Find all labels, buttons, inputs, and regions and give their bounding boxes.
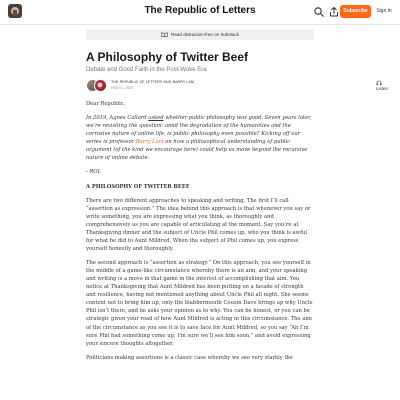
intro-text: whether public philosophy was good. Seven years later, we’re revisiting the question: amid the degradation of the humanities and the corrosive nature of online life, is public philosophy even possible? Kicking off our series is professor	[86, 115, 312, 146]
post-date: FEB 01, 2025	[111, 86, 133, 90]
subscribe-button[interactable]: Subscribe	[340, 5, 371, 18]
author-avatar[interactable]	[94, 79, 107, 92]
byline	[86, 78, 389, 92]
post-title: A Philosophy of Twitter Beef	[86, 50, 249, 64]
asked-link[interactable]: asked	[148, 115, 164, 122]
post-body	[86, 96, 314, 368]
barry-lam-link[interactable]: Barry Lam	[135, 139, 164, 146]
listen-label: Listen	[376, 86, 389, 91]
sign-in-button[interactable]: Sign in	[376, 8, 392, 14]
section-heading: A PHILOSOPHY OF TWITTER BEEF	[86, 183, 190, 190]
salutation: Dear Republic,	[86, 101, 126, 107]
banner-text: Read distraction-free on Substack	[171, 32, 239, 37]
distraction-free-banner[interactable]	[86, 29, 314, 40]
body-paragraph: The second approach is “assertion as strategy.” On this approach, you see yourself in the middle of a game-like circumstance whereby there is an aim, and your speaking and writing is a move in that game in the interest of accomplishing that aim. You notice at Thanksgiving that Aunt Mildred has been putting on a facade of strength and resilience, having not mentioned anything about Uncle Phil all night. She seems content not to bring him up, only the blabbermouth Cousin Dave brings up why Uncle Phil isn’t there, and he asks your opinion as to why. You can be honest, or you can be strategic given your read of how Aunt Mildred is acting in this circumstance. The aim of the circumstance as you see it is to save face for Aunt Mildred, so you say “Ah I’m sure Phil had something come up, I’m sure we’ll see him soon,” and avoid expressing your sincere thoughts altogether.	[86, 260, 313, 347]
site-title[interactable]: The Republic of Letters	[144, 5, 256, 16]
intro-text: In 2019, Agnes Callard	[86, 115, 149, 122]
listen-button[interactable]	[376, 80, 388, 91]
post-subtitle: Debate and Good Faith in the Post-Woke Era	[86, 67, 207, 73]
signoff: - ROL	[86, 169, 102, 176]
body-paragraph: There are two different approaches to speaking and writing. The first I’ll call “assertion as expression.” The idea behind this approach is that whenever you say or write something, you are expressing what you think, as thoroughly and comprehensively as you are capable of articulating at the moment. Say you’re at Thanksgiving dinner and the subject of Uncle Phil comes up, who you think is awful for what he did to Aunt Mildred. When the subject of Phil comes up, you express yourself honestly and thoroughly.	[86, 197, 311, 252]
intro-text: on how a philosophical understanding of public argument (of the kind we encourage here) could help us move beyond the recursive nature of online debate.	[86, 139, 308, 162]
body-paragraph: Politicians making assertions is a classic case whereby we see very starkly the	[86, 354, 293, 361]
book-icon	[161, 32, 168, 37]
share-icon[interactable]	[328, 6, 340, 18]
top-bar	[0, 0, 400, 25]
intro-paragraph	[86, 114, 314, 162]
search-icon[interactable]	[313, 6, 325, 18]
author-names[interactable]: THE REPUBLIC OF LETTERS AND BARRY LAM	[111, 80, 195, 84]
